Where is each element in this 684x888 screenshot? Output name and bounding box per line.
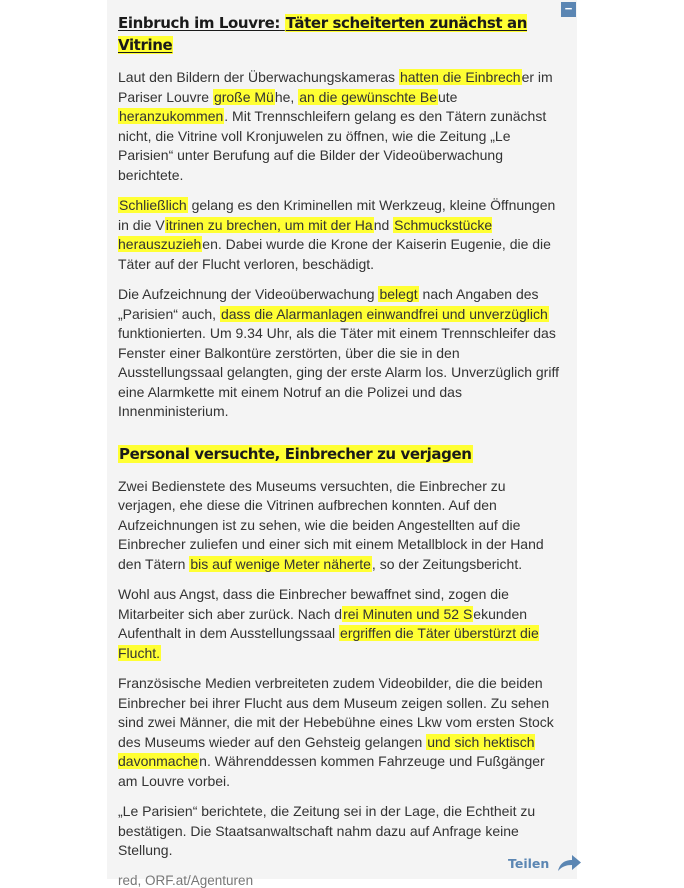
article-subheadline: [118, 443, 566, 465]
text-segment: funktionierten. Um 9.34 Uhr, als die Täter mit einem Trennschleifer das Fenster einer Balkontüre zerstörten, über die sie in den Ausstellungssaal gelangten, ging der erste Alarm los. Unverzüglich griff eine Alarmkette mit einem Notruf an die Polizei und das Innenministerium.: [118, 325, 559, 419]
text-segment: . Mit Trennschleifern gelang es den Tätern zunächst nicht, die Vitrine voll Kronjuwelen zu öffnen, wie die Zeitung „Le Parisien“ unter Berufung auf die Bilder der Videoüberwachung berichtete.: [118, 108, 547, 183]
text-segment: Wohl aus Angst, dass die Einbrecher bewaffnet sind, zogen die Mitarbeiter sich aber zurück. Nach d: [118, 586, 509, 622]
text-segment: n. Währenddessen kommen Fahrzeuge und Fußgänger am Louvre vorbei.: [118, 753, 545, 789]
highlighted-text: heranzukommen: [119, 108, 224, 124]
text-segment: nach Angaben des „Parisien“ auch,: [118, 286, 539, 322]
text-segment: Laut den Bildern der Überwachungskameras: [118, 69, 399, 85]
text-segment: nd: [373, 216, 394, 233]
text-segment: „Le Parisien“ berichtete, die Zeitung sei in der Lage, die Echtheit zu bestätigen. Die Staatsanwaltschaft nahm dazu auf Anfrage keine Stellung.: [118, 803, 536, 858]
highlighted-text: und sich hektisch davonmache: [118, 733, 535, 769]
article-card: [107, 0, 577, 888]
share-arrow-icon: [555, 851, 583, 875]
paragraph-2: [118, 196, 566, 274]
highlighted-text: belegt: [379, 286, 418, 302]
subheadline-highlight: Personal versuchte, Einbrecher zu verjagen: [119, 444, 472, 463]
text-segment: ute: [437, 88, 458, 105]
paragraph-7: [118, 802, 566, 861]
text-segment: er im Pariser Louvre: [118, 69, 553, 105]
headline-prefix: Einbruch im Louvre:: [118, 14, 280, 32]
article-headline: [118, 12, 566, 56]
highlighted-text: bis auf wenige Meter näherte: [190, 555, 371, 572]
share-label: Teilen: [508, 855, 550, 871]
highlighted-text: rei Minuten und 52 S: [343, 605, 473, 622]
highlighted-text: große Mü: [213, 88, 274, 105]
text-segment: , so der Zeitungsbericht.: [371, 555, 523, 572]
paragraph-6: [118, 674, 566, 791]
paragraph-3: [118, 285, 566, 422]
text-segment: gelang es den Kriminellen mit Werkzeug, kleine Öffnungen in die V: [118, 197, 556, 233]
text-segment: en. Dabei wurde die Krone der Kaiserin Eugenie, die die Täter auf der Flucht verloren, beschädigt.: [118, 236, 551, 272]
highlighted-text: Schmuckstücke herauszuzieh: [118, 216, 493, 252]
text-segment: Französische Medien verbreiteten zudem Videobilder, die die beiden Einbrecher bei ihrer Flucht aus dem Museum zeigen sollen. Zu sehen sind zwei Männer, die mit der Hebebühne eines Lkw vom ersten Stock des Museums wieder auf den Gehsteig gelangen: [118, 675, 554, 750]
article-source: red, ORF.at/Agenturen: [118, 872, 254, 888]
text-segment: he,: [274, 88, 299, 105]
highlighted-text: ergriffen die Täter überstürzt die Flucht.: [118, 625, 539, 661]
text-segment: ekunden Aufenthalt in dem Ausstellungssaal: [118, 605, 528, 641]
paragraph-4: [118, 477, 566, 575]
highlighted-text: itrinen zu brechen, um mit der Ha: [165, 216, 373, 233]
collapse-icon[interactable]: −: [561, 2, 576, 17]
paragraph-1: [118, 68, 566, 185]
highlighted-text: hatten die Einbrech: [399, 69, 521, 85]
highlighted-text: an die gewünschte Be: [299, 88, 437, 105]
highlighted-text: Schließlich: [119, 197, 187, 213]
share-button[interactable]: [508, 851, 583, 875]
paragraph-5: [118, 585, 566, 663]
headline-highlight: Täter scheiterten zunächst an Vitrine: [118, 14, 528, 54]
text-segment: Die Aufzeichnung der Videoüberwachung: [118, 286, 379, 302]
text-segment: Zwei Bedienstete des Museums versuchten, die Einbrecher zu verjagen, ehe diese die Vitrinen aufbrechen konnten. Auf den Aufzeichnungen ist zu sehen, wie die beiden Angestellten auf die Einbrecher zuliefen und einer sich mit einem Metallblock in der Hand den Tätern: [118, 477, 544, 572]
highlighted-text: dass die Alarmanlagen einwandfrei und unverzüglich: [220, 305, 548, 322]
